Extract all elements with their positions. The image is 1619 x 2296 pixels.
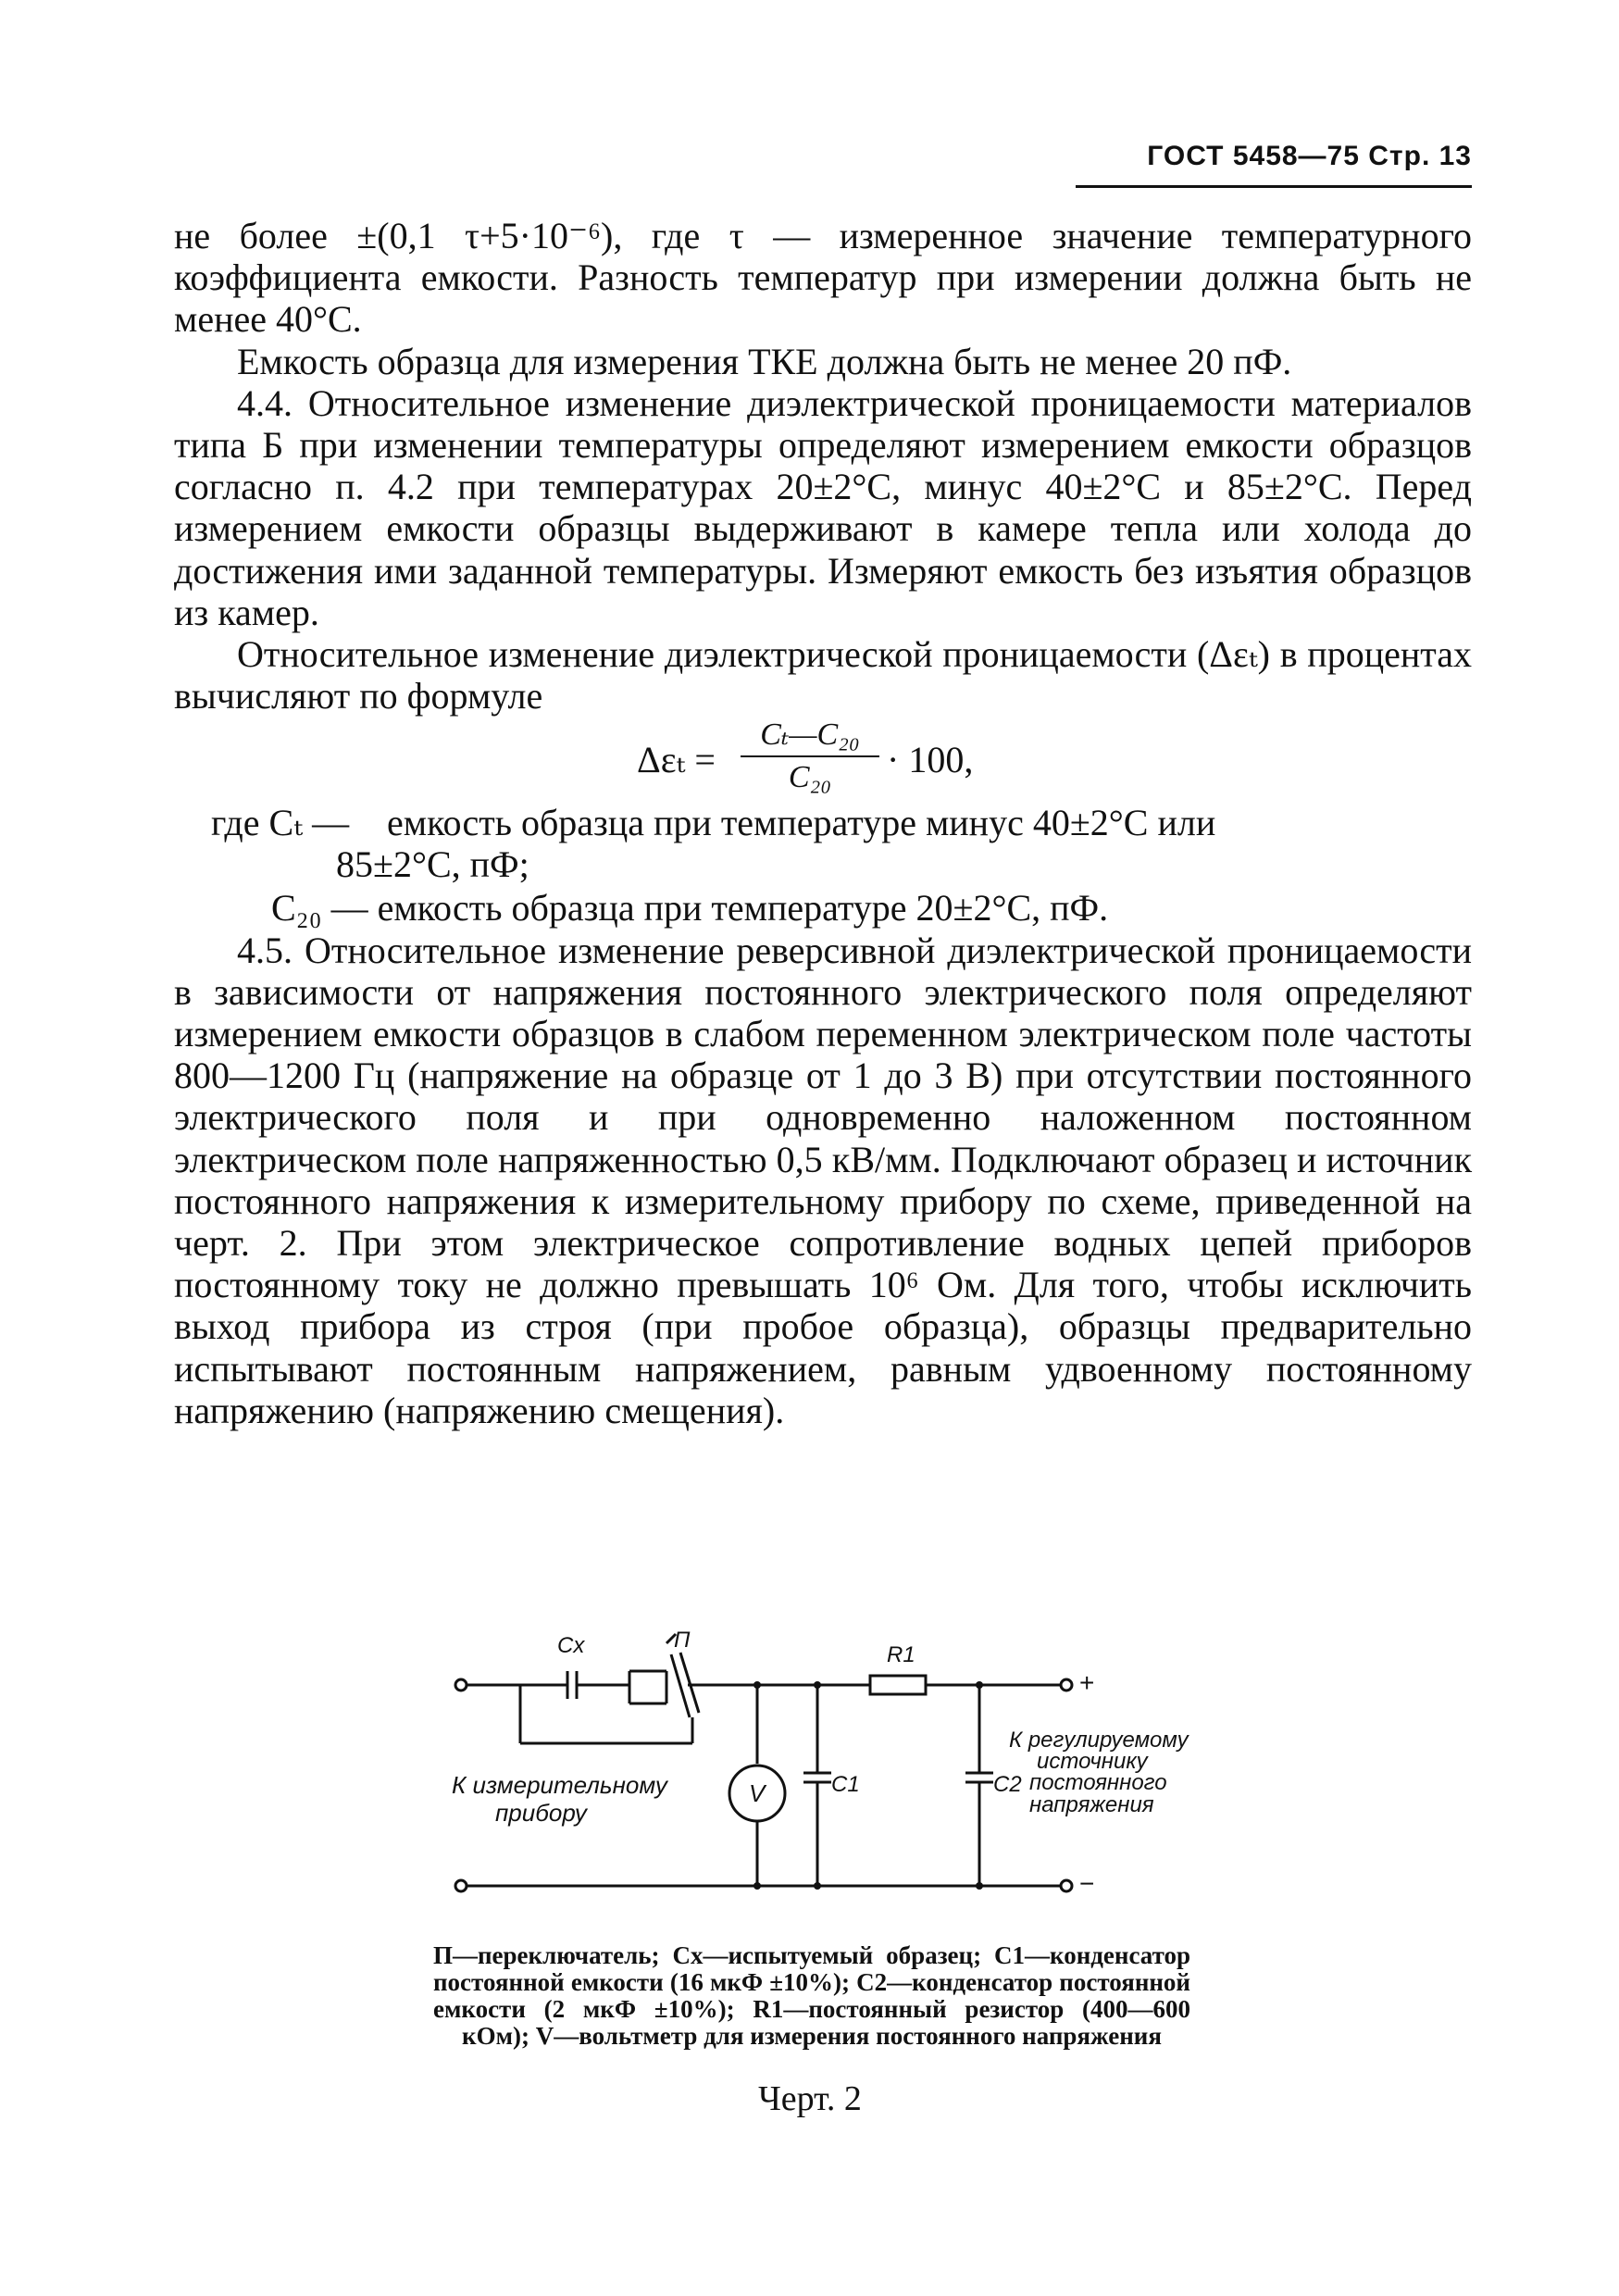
resistor-r1 [870, 1676, 926, 1694]
label-right-2: источнику [1037, 1749, 1148, 1774]
paragraph-1: не более ±(0,1 τ+5·10⁻⁶), где τ — измеренное значение температурного коэффициента емкости. Разность температур при измерении должна быть не менее 40°С. [174, 215, 1472, 341]
formula-numerator: Cₜ—C₂₀ [760, 718, 860, 753]
paragraph-3: 4.4. Относительное изменение диэлектрической проницаемости материалов типа Б при изменении температуры определяют измерением емкости образцов согласно п. 4.2 при температурах 20±2°С, минус 40±2°С и 85±2°С. Перед измерением емкости образцы выдерживают в камере тепла или холода до достижения ими заданной температуры. Измеряют емкость без изъятия образцов из камер. [174, 381, 1472, 633]
fraction-bar [741, 755, 879, 757]
header-rule [1076, 185, 1472, 188]
page-header: ГОСТ 5458—75 Стр. 13 [1147, 141, 1472, 171]
terminal-left-top [455, 1679, 467, 1691]
paragraph-2: Емкость образца для измерения ТКЕ должна быть не менее 20 пФ. [237, 340, 1292, 382]
label-p: П [674, 1628, 691, 1653]
label-minus: − [1079, 1869, 1095, 1898]
paragraph-4: Относительное изменение диэлектрической проницаемости (Δεₜ) в процентах вычисляют по формуле [174, 633, 1472, 718]
formula-denominator: C₂₀ [788, 760, 832, 795]
where-ct-symbol: где Cₜ — [211, 802, 350, 844]
circuit-diagram [444, 1616, 1222, 1930]
where-c20: C₂₀ — емкость образца при температуре 20±2°С, пФ. [271, 887, 1109, 930]
terminal-right-bottom [1061, 1880, 1072, 1891]
label-left-2: прибору [495, 1799, 587, 1827]
figure-label: Черт. 2 [758, 2079, 862, 2118]
label-left-1: К измерительному [452, 1771, 667, 1799]
label-plus: + [1079, 1668, 1095, 1697]
body-text [174, 215, 1472, 1431]
label-c1: C1 [831, 1772, 860, 1797]
figure-caption: П—переключатель; Cx—испытуемый образец; C1—конденсатор постоянной емкости (16 мкФ ±10%); C2—конденсатор постоянной емкости (2 мкФ ±10%); R1—постоянный резистор (400—600 кОм); V—вольтметр для измерения постоянного напряжения [433, 1941, 1190, 2050]
formula-fraction [741, 717, 879, 796]
label-c2: C2 [993, 1772, 1022, 1797]
label-right-1: К регулируемому [1009, 1728, 1189, 1753]
label-right-4: напряжения [1029, 1792, 1154, 1817]
where-ct-cont: 85±2°С, пФ; [336, 843, 529, 886]
formula [174, 717, 1472, 802]
label-right-3: постоянного [1029, 1770, 1167, 1795]
paragraph-5: 4.5. Относительное изменение реверсивной диэлектрической проницаемости в зависимости от напряжения постоянного электрического поля определяют измерением емкости образцов в слабом переменном электрическом поле частоты 800—1200 Гц (напряжение на образце от 1 до 3 В) при отсутствии постоянного электрического поля и при одновременно наложенном постоянном электрическом поле напряженностью 0,5 кВ/мм. Подключают образец и источник постоянного напряжения к измерительному прибору по схеме, приведенной на черт. 2. При этом электрическое сопротивление водных цепей приборов постоянному току не должно превышать 10⁶ Ом. Для того, чтобы исключить выход прибора из строя (при пробое образца), образцы предварительно испытывают постоянным напряжением, равным удвоенному постоянному напряжению (напряжению смещения). [174, 929, 1472, 1431]
where-ct-text: емкость образца при температуре минус 40±2°С или [387, 802, 1216, 844]
label-v: V [749, 1779, 766, 1807]
label-r1: R1 [887, 1642, 915, 1667]
label-cx: Cx [557, 1633, 585, 1658]
switch-p [671, 1654, 690, 1717]
where-block [174, 802, 1472, 887]
terminal-left-bottom [455, 1880, 467, 1891]
formula-lhs: Δεₜ = [637, 739, 716, 781]
formula-rhs: · 100, [887, 739, 974, 781]
terminal-right-top [1061, 1679, 1072, 1691]
